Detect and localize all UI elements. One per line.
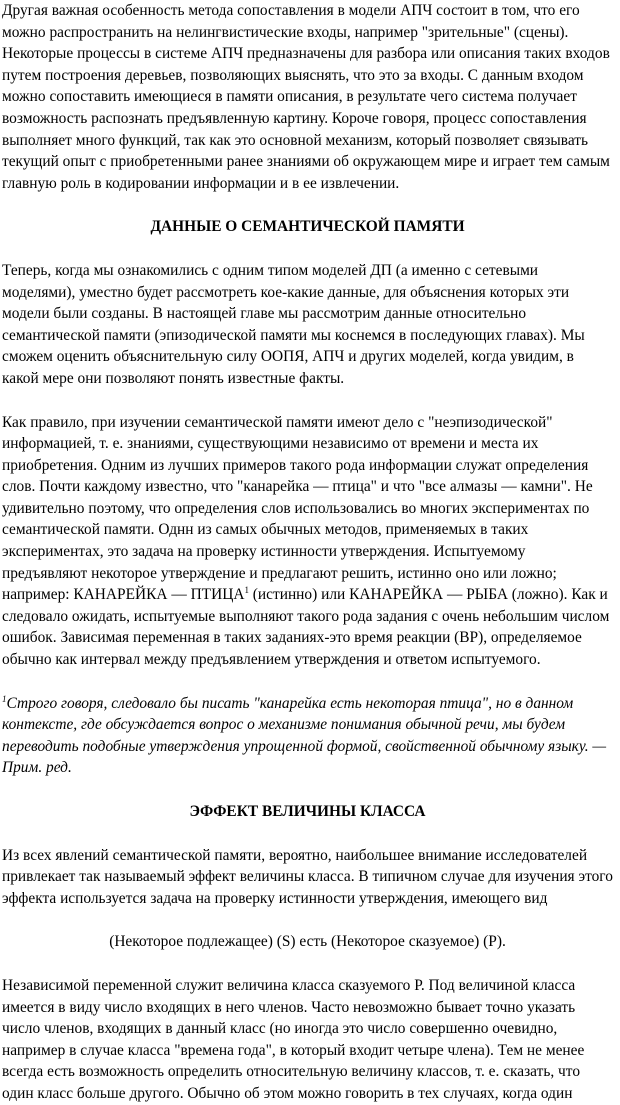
spacer: [2, 779, 613, 801]
spacer: [2, 390, 613, 412]
paragraph-class-size: Из всех явлений семантической памяти, вероятно, наибольшее внимание исследователей привлекает так называемый эффект величины класса. В типичном случае для изучения этого эффекта используется задача на проверку истинности утверждения, имеющего вид: [2, 846, 613, 907]
spacer: [2, 671, 613, 693]
paragraph-text-part2: (истинно) или КАНАРЕЙКА — РЫБА (ложно). Как и следовало ожидать, испытуемые выполняют такого рода задания с очень небольшим числом ошибок. Зависимая переменная в таких заданиях-это время реакции (ВР), определяемое обычно как интервал между предъявлением утверждения и ответом испытуемого.: [2, 586, 610, 669]
spacer: [2, 238, 613, 260]
spacer: [2, 823, 613, 845]
footnote-text: Строго говоря, следовало бы писать "канарейка есть некоторая птица", но в данном контексте, где обсуждается вопрос о механизме понимания обычной речи, мы будем переводить подобные утверждения упрощенной формой, свойственной обычному языку. — Прим. ред.: [2, 694, 607, 777]
spacer: [2, 194, 613, 216]
intro-paragraph: Другая важная особенность метода сопоставления в модели АПЧ состоит в том, что его можно распространить на нелингвистические входы, например "зрительные" (сцены). Некоторые процессы в системе АПЧ предназначены для разбора или описания таких входов путем построения деревьев, позволяющих выяснять, что это за входы. С данным входом можно сопоставить имеющиеся в памяти описания, в результате чего система получает возможность распознать предъявленную картину. Короче говоря, процесс сопоставления выполняет много функций, так как это основной механизм, который позволяет связывать текущий опыт с приобретенными ранее знаниями об окружающем мире и играет тем самым главную роль в кодировании информации и в ее извлечении.: [2, 2, 610, 192]
footnote: [2, 693, 613, 779]
section-heading-semantic-memory: ДАННЫЕ О СЕМАНТИЧЕСКОЙ ПАМЯТИ: [150, 218, 465, 236]
paragraph-text-part1: Как правило, при изучении семантической памяти имеют дело с "неэпизодической" информацией, т. е. знаниями, существующими независимо от времени и места их приобретения. Одним из лучших примеров такого рода информации служат определения слов. Почти каждому известно, что "канарейка — птица" и что "все алмазы — камни". Не удивительно поэтому, что определения слов использовались во многих экспериментах по семантической памяти. Однн из самых обычных методов, применяемых в таких экспериментах, это задача на проверку истинности утверждения. Испытуемому предъявляют некоторое утверждение и предлагают решить, истинно оно или ложно; например: КАНАРЕЙКА — ПТИЦА: [2, 413, 593, 604]
footnote-marker: 1: [2, 693, 7, 704]
footnote-reference: 1: [244, 585, 249, 596]
section-heading-class-size-effect: ЭФФЕКТ ВЕЛИЧИНЫ КЛАССА: [189, 803, 426, 820]
paragraph-models: Теперь, когда мы ознакомились с одним типом моделей ДП (а именно с сетевыми моделями), уместно будет рассмотреть кое-какие данные, для объяснения которых эти модели были созданы. В настоящей главе мы рассмотрим данные относительно семантической памяти (эпизодической памяти мы коснемся в последующих главах). Мы сможем оценить объяснительную силу ООПЯ, АПЧ и других моделей, когда увидим, в какой мере они позволяют понять известные факты.: [2, 261, 585, 387]
spacer: [2, 909, 613, 931]
spacer: [2, 953, 613, 975]
paragraph-independent-variable: Независимой переменной служит величина класса сказуемого Р. Под величиной класса имеется в виду число входящих в него членов. Часто невозможно бывает точно указать число членов, входящих в данный класс (но иногда это число совершенно очевидно, например в случае класса "времена года", в который входит четыре члена). Тем не менее всегда есть возможность определить относительную величину классов, т. е. сказать, что один класс больше другого. Обычно об этом можно говорить в тех случаях, когда один: [2, 976, 585, 1102]
formula-line: (Некоторое подлежащее) (S) есть (Некоторое сказуемое) (Р).: [109, 933, 506, 951]
paragraph-verification-task: [2, 412, 613, 671]
